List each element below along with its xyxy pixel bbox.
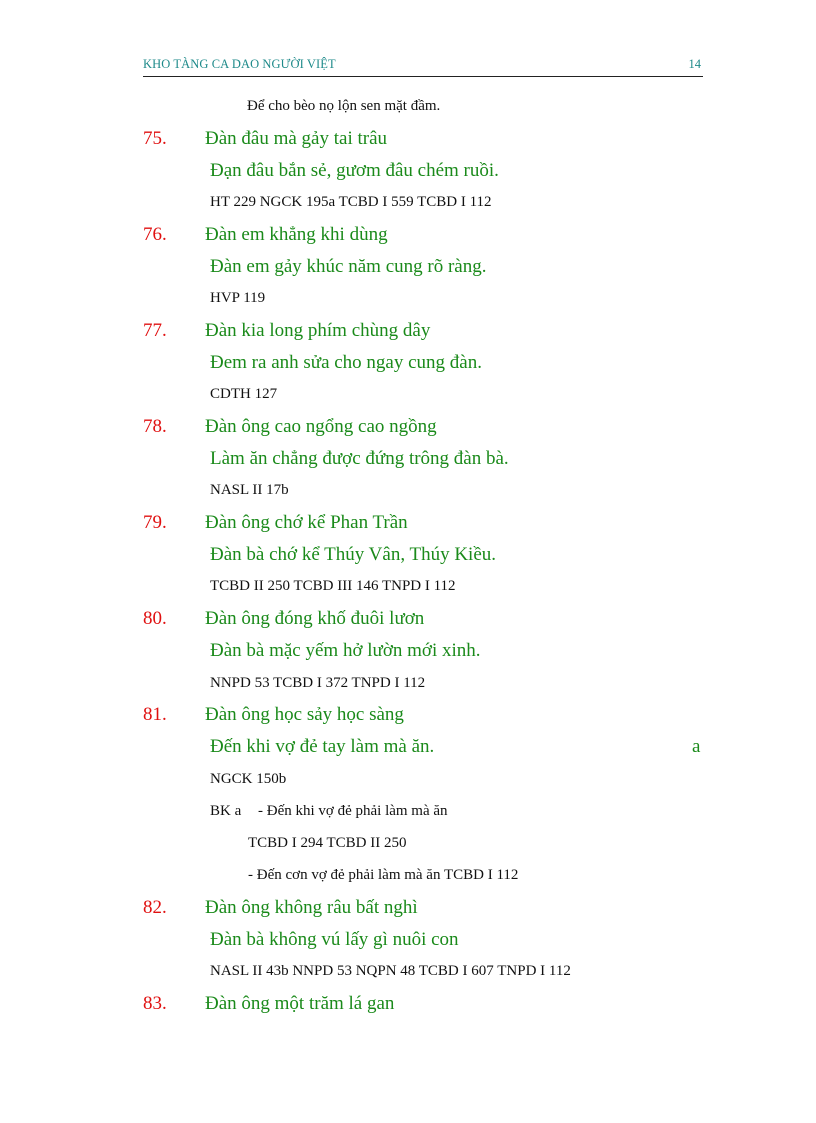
verse-line: Đàn em gảy khúc năm cung rõ ràng. <box>210 256 487 277</box>
verse-line: Đàn ông chớ kể Phan Trần <box>205 512 408 533</box>
verse-line: Đàn ông cao ngổng cao ngồng <box>205 416 437 437</box>
verse-line: Đàn ông học sảy học sàng <box>205 704 404 725</box>
entry-number: 83. <box>143 993 167 1014</box>
entry-number: 81. <box>143 704 167 725</box>
variant-label: BK a <box>210 803 242 819</box>
page-header <box>143 56 703 77</box>
verse-line: Đem ra anh sửa cho ngay cung đàn. <box>210 352 482 373</box>
verse-line: Đàn ông đóng khố đuôi lươn <box>205 608 425 629</box>
intro-line: Để cho bèo nọ lộn sen mặt đầm. <box>247 98 441 114</box>
verse-line: Đàn bà không vú lấy gì nuôi con <box>210 929 459 950</box>
source-refs: NASL II 17b <box>210 482 289 498</box>
variant-line: - Đến khi vợ đẻ phải làm mà ăn <box>258 803 448 819</box>
entry-number: 79. <box>143 512 167 533</box>
verse-line: Đàn kia long phím chùng dây <box>205 320 431 341</box>
entry-number: 77. <box>143 320 167 341</box>
source-refs: NNPD 53 TCBD I 372 TNPD I 112 <box>210 675 426 691</box>
verse-line: Đàn ông không râu bất nghì <box>205 897 418 918</box>
header-title: KHO TÀNG CA DAO NGƯỜI VIỆT <box>143 57 336 71</box>
verse-line: Đạn đâu bắn sẻ, gươm đâu chém ruồi. <box>210 160 499 181</box>
entry-number: 75. <box>143 128 167 149</box>
source-refs: HVP 119 <box>210 290 266 306</box>
entry-number: 78. <box>143 416 167 437</box>
source-refs: TCBD II 250 TCBD III 146 TNPD I 112 <box>210 578 456 594</box>
source-refs: TCBD I 294 TCBD II 250 <box>248 835 407 851</box>
source-refs: NASL II 43b NNPD 53 NQPN 48 TCBD I 607 TNPD I 112 <box>210 963 571 979</box>
verse-line: Làm ăn chẳng được đứng trông đàn bà. <box>210 448 509 469</box>
verse-line: Đàn bà chớ kể Thúy Vân, Thúy Kiều. <box>210 544 497 565</box>
page-number: 14 <box>688 57 701 71</box>
entry-number: 76. <box>143 224 167 245</box>
variant-line: - Đến cơn vợ đẻ phải làm mà ăn TCBD I 112 <box>248 867 519 883</box>
verse-line: Đàn em khẳng khi dùng <box>205 224 388 245</box>
entry-number: 80. <box>143 608 167 629</box>
verse-line: Đến khi vợ đẻ tay làm mà ăn. <box>210 736 435 757</box>
verse-line: Đàn ông một trăm lá gan <box>205 993 395 1014</box>
entry-number: 82. <box>143 897 167 918</box>
source-refs: HT 229 NGCK 195a TCBD I 559 TCBD I 112 <box>210 194 492 210</box>
source-refs: CDTH 127 <box>210 386 278 402</box>
variant-marker: a <box>692 736 701 757</box>
source-refs: NGCK 150b <box>210 771 287 787</box>
verse-line: Đàn bà mặc yếm hở lườn mới xinh. <box>210 640 481 661</box>
verse-line: Đàn đâu mà gảy tai trâu <box>205 128 388 149</box>
